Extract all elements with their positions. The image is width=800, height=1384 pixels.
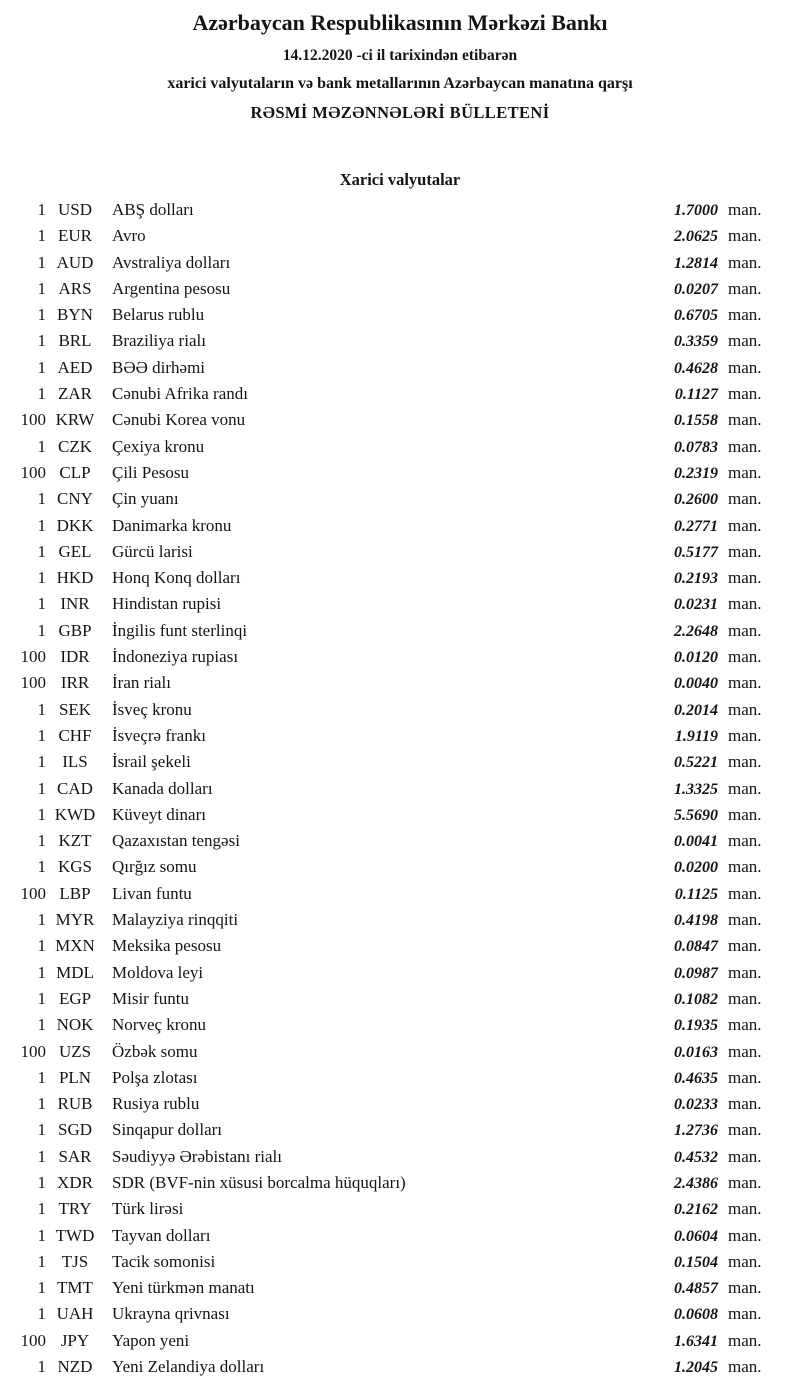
currency-name: Argentina pesosu <box>112 278 231 298</box>
currency-code: ARS <box>58 278 92 298</box>
rate-unit-label: man. <box>728 804 762 824</box>
rate-value: 0.2162 <box>674 1201 718 1219</box>
currency-name: Danimarka kronu <box>112 515 232 535</box>
currency-name: Avstraliya dolları <box>112 252 231 272</box>
table-row <box>0 276 800 302</box>
rate-quantity: 1 <box>37 988 46 1008</box>
rate-quantity: 1 <box>37 936 46 956</box>
table-row <box>0 1275 800 1301</box>
table-row <box>0 513 800 539</box>
table-row <box>0 933 800 959</box>
currency-name: Yeni türkmən manatı <box>112 1278 255 1298</box>
currency-code: MDL <box>56 962 94 982</box>
rate-value: 1.9119 <box>674 727 718 745</box>
rate-quantity: 1 <box>37 226 46 246</box>
rate-value: 0.4628 <box>674 359 718 377</box>
currency-code: CZK <box>58 436 92 456</box>
currency-name: Honq Konq dolları <box>112 568 241 588</box>
currency-code: TRY <box>58 1199 92 1219</box>
currency-name: Ukrayna qrivnası <box>112 1304 230 1324</box>
currency-code: CAD <box>57 778 93 798</box>
rate-unit-label: man. <box>728 647 762 667</box>
effective-date-line: 14.12.2020 -ci il tarixindən etibarən <box>282 47 518 64</box>
rate-value: 1.2814 <box>674 254 718 272</box>
currency-name: BƏƏ dirhəmi <box>112 357 206 377</box>
rate-unit-label: man. <box>728 1278 762 1298</box>
rate-quantity: 1 <box>37 1146 46 1166</box>
rate-quantity: 1 <box>37 778 46 798</box>
rate-unit-label: man. <box>728 752 762 772</box>
rate-unit-label: man. <box>728 857 762 877</box>
rate-value: 0.2771 <box>674 517 718 535</box>
subtitle-line-1: xarici valyutaların və bank metallarının Azərbaycan manatına qarşı <box>167 75 633 92</box>
rate-value: 1.7000 <box>674 202 718 219</box>
subtitle-line-2: RƏSMİ MƏZƏNNƏLƏRİ BÜLLETENİ <box>250 103 550 122</box>
currency-code: AED <box>57 357 93 377</box>
rate-quantity: 1 <box>37 1304 46 1324</box>
currency-code: CLP <box>59 462 91 482</box>
currency-code: INR <box>60 594 90 614</box>
currency-name: Yeni Zelandiya dolları <box>112 1357 265 1377</box>
rate-unit-label: man. <box>728 1357 762 1377</box>
currency-name: İsveç kronu <box>112 699 192 719</box>
table-row <box>0 1117 800 1143</box>
rate-quantity: 1 <box>37 1357 46 1377</box>
rate-value: 0.0847 <box>674 938 718 956</box>
rate-quantity: 1 <box>37 752 46 772</box>
rate-quantity: 1 <box>37 699 46 719</box>
currency-name: Norveç kronu <box>112 1015 206 1035</box>
table-row <box>0 486 800 512</box>
table-row <box>0 197 800 223</box>
currency-name: Çexiya kronu <box>112 436 205 456</box>
rate-value: 0.0163 <box>674 1043 718 1061</box>
table-row <box>0 1091 800 1117</box>
currency-name: Rusiya rublu <box>112 1094 200 1114</box>
currency-code: NZD <box>57 1357 93 1377</box>
currency-code: KWD <box>54 804 96 824</box>
currency-code: KZT <box>58 831 92 851</box>
rate-quantity: 1 <box>37 331 46 351</box>
currency-code: GEL <box>58 541 92 561</box>
table-row <box>0 644 800 670</box>
rate-unit-label: man. <box>728 489 762 509</box>
rate-value: 0.0604 <box>674 1227 718 1245</box>
table-row <box>0 907 800 933</box>
currency-name: Moldova leyi <box>112 962 204 982</box>
rate-unit-label: man. <box>728 673 762 693</box>
rate-unit-label: man. <box>728 226 762 246</box>
table-row <box>0 1196 800 1222</box>
rate-unit-label: man. <box>728 1041 762 1061</box>
currency-code: UZS <box>58 1041 92 1061</box>
currency-name: Cənubi Afrika randı <box>112 384 248 404</box>
currency-name: Qırğız somu <box>112 857 197 877</box>
rate-quantity: 1 <box>37 489 46 509</box>
currency-name: Tacik somonisi <box>112 1251 216 1271</box>
currency-name: Hindistan rupisi <box>112 594 222 614</box>
table-row <box>0 1144 800 1170</box>
rate-quantity: 100 <box>20 647 46 667</box>
table-row <box>0 802 800 828</box>
currency-name: İsveçrə frankı <box>112 725 206 745</box>
rate-unit-label: man. <box>728 1067 762 1087</box>
currency-code: IRR <box>60 673 90 693</box>
currency-code: BRL <box>58 331 92 351</box>
rate-unit-label: man. <box>728 541 762 561</box>
rate-value: 0.2600 <box>674 491 718 509</box>
table-row <box>0 302 800 328</box>
table-row <box>0 407 800 433</box>
rate-value: 0.0207 <box>674 280 718 298</box>
currency-code: TJS <box>61 1251 89 1271</box>
rate-value: 0.2193 <box>674 570 718 588</box>
rate-quantity: 1 <box>37 620 46 640</box>
rate-quantity: 1 <box>37 804 46 824</box>
rate-quantity: 1 <box>37 515 46 535</box>
rate-value: 0.0040 <box>674 675 718 693</box>
table-row <box>0 1301 800 1327</box>
currency-name: Avro <box>112 226 146 246</box>
rate-unit-label: man. <box>728 1330 762 1350</box>
rate-unit-label: man. <box>728 252 762 272</box>
currency-name: Braziliya rialı <box>112 331 206 351</box>
table-row <box>0 381 800 407</box>
rate-value: 0.0041 <box>674 833 718 851</box>
rate-value: 0.1127 <box>674 386 718 404</box>
rate-quantity: 1 <box>37 1199 46 1219</box>
table-row <box>0 591 800 617</box>
currency-code: KRW <box>55 410 95 430</box>
rate-value: 0.1125 <box>674 885 718 903</box>
rate-quantity: 1 <box>37 831 46 851</box>
rate-value: 1.2045 <box>674 1359 718 1377</box>
rate-quantity: 1 <box>37 857 46 877</box>
table-row <box>0 355 800 381</box>
rate-quantity: 1 <box>37 1120 46 1140</box>
currency-name: İngilis funt sterlinqi <box>112 620 248 640</box>
rate-value: 0.5221 <box>674 754 718 772</box>
currency-code: AUD <box>56 252 94 272</box>
currency-name: Tayvan dolları <box>112 1225 211 1245</box>
rate-unit-label: man. <box>728 936 762 956</box>
rate-unit-label: man. <box>728 1251 762 1271</box>
rate-unit-label: man. <box>728 384 762 404</box>
currency-name: Kanada dolları <box>112 778 213 798</box>
table-row <box>0 1065 800 1091</box>
currency-name: İsrail şekeli <box>112 752 191 772</box>
rate-quantity: 1 <box>37 568 46 588</box>
rate-quantity: 100 <box>20 1041 46 1061</box>
rate-unit-label: man. <box>728 568 762 588</box>
rate-value: 0.4635 <box>674 1069 718 1087</box>
table-row <box>0 539 800 565</box>
currency-name: Səudiyyə Ərəbistanı rialı <box>112 1146 282 1166</box>
currency-name: ABŞ dolları <box>112 200 194 219</box>
table-row <box>0 960 800 986</box>
rate-unit-label: man. <box>728 1199 762 1219</box>
currency-code: PLN <box>58 1067 92 1087</box>
rate-quantity: 1 <box>37 384 46 404</box>
table-row <box>0 1012 800 1038</box>
table-row <box>0 986 800 1012</box>
rate-unit-label: man. <box>728 410 762 430</box>
currency-name: İran rialı <box>112 673 171 693</box>
table-row <box>0 776 800 802</box>
currency-code: XDR <box>57 1172 93 1192</box>
rate-unit-label: man. <box>728 988 762 1008</box>
table-row <box>0 1170 800 1196</box>
currency-code: KGS <box>57 857 92 877</box>
currency-code: MXN <box>55 936 95 956</box>
currency-code: SAR <box>58 1146 92 1166</box>
rate-unit-label: man. <box>728 515 762 535</box>
rate-value: 0.5177 <box>674 543 718 561</box>
table-row <box>0 881 800 907</box>
rate-unit-label: man. <box>728 462 762 482</box>
rate-value: 2.0625 <box>674 228 718 246</box>
table-row <box>0 565 800 591</box>
table-row <box>0 618 800 644</box>
rate-quantity: 1 <box>37 1015 46 1035</box>
currency-code: CNY <box>57 489 93 509</box>
rate-unit-label: man. <box>728 1094 762 1114</box>
table-row <box>0 723 800 749</box>
rate-value: 0.4857 <box>674 1280 718 1298</box>
page-title: Azərbaycan Respublikasının Mərkəzi Bankı <box>192 10 608 35</box>
table-row <box>0 1249 800 1275</box>
table-row <box>0 828 800 854</box>
currency-name: Qazaxıstan tengəsi <box>112 831 240 851</box>
rate-value: 0.0120 <box>674 649 718 667</box>
currency-name: Küveyt dinarı <box>112 804 206 824</box>
rate-quantity: 1 <box>37 252 46 272</box>
rate-unit-label: man. <box>728 594 762 614</box>
rate-value: 0.4532 <box>674 1148 718 1166</box>
rate-value: 0.4198 <box>674 912 718 930</box>
rate-quantity: 1 <box>37 1251 46 1271</box>
rate-quantity: 1 <box>37 1278 46 1298</box>
rate-unit-label: man. <box>728 620 762 640</box>
rate-unit-label: man. <box>728 910 762 930</box>
rate-quantity: 1 <box>37 200 46 219</box>
rate-value: 0.6705 <box>674 307 718 325</box>
rate-unit-label: man. <box>728 778 762 798</box>
rate-unit-label: man. <box>728 436 762 456</box>
rate-value: 0.2319 <box>674 464 718 482</box>
rate-quantity: 1 <box>37 1225 46 1245</box>
rate-unit-label: man. <box>728 883 762 903</box>
currency-code: NOK <box>56 1015 94 1035</box>
rate-unit-label: man. <box>728 962 762 982</box>
rate-quantity: 1 <box>37 436 46 456</box>
currency-name: Meksika pesosu <box>112 936 222 956</box>
rate-value: 1.6341 <box>674 1332 718 1350</box>
rate-unit-label: man. <box>728 1304 762 1324</box>
currency-name: Belarus rublu <box>112 305 205 325</box>
currency-code: SGD <box>57 1120 92 1140</box>
rate-value: 0.1082 <box>674 990 718 1008</box>
currency-name: Cənubi Korea vonu <box>112 410 246 430</box>
currency-name: Livan funtu <box>112 883 192 903</box>
rate-value: 0.0233 <box>674 1096 718 1114</box>
rate-unit-label: man. <box>728 331 762 351</box>
rate-quantity: 1 <box>37 357 46 377</box>
rate-unit-label: man. <box>728 699 762 719</box>
rate-quantity: 100 <box>20 883 46 903</box>
rate-quantity: 1 <box>37 1094 46 1114</box>
currency-code: HKD <box>56 568 94 588</box>
currency-code: EUR <box>58 226 92 246</box>
currency-name: Sinqapur dolları <box>112 1120 223 1140</box>
currency-code: JPY <box>60 1330 90 1350</box>
currency-code: MYR <box>55 910 95 930</box>
currency-code: BYN <box>57 305 93 325</box>
currency-code: TWD <box>55 1225 95 1245</box>
table-row <box>0 1223 800 1249</box>
rate-unit-label: man. <box>728 278 762 298</box>
rate-quantity: 1 <box>37 1172 46 1192</box>
rate-value: 0.1935 <box>674 1017 718 1035</box>
currency-code: RUB <box>57 1094 93 1114</box>
rate-quantity: 100 <box>20 1330 46 1350</box>
rate-unit-label: man. <box>728 200 762 219</box>
currency-code: EGP <box>58 988 92 1008</box>
table-row <box>0 854 800 880</box>
currency-name: Yapon yeni <box>112 1330 190 1350</box>
rate-quantity: 1 <box>37 1067 46 1087</box>
currency-name: Türk lirəsi <box>112 1199 184 1219</box>
rate-value: 0.0608 <box>674 1306 718 1324</box>
rate-unit-label: man. <box>728 1120 762 1140</box>
rate-quantity: 1 <box>37 305 46 325</box>
rate-value: 2.2648 <box>674 622 718 640</box>
currency-name: Çili Pesosu <box>112 462 189 482</box>
rate-quantity: 100 <box>20 462 46 482</box>
rate-quantity: 1 <box>37 962 46 982</box>
table-row <box>0 697 800 723</box>
rate-unit-label: man. <box>728 1172 762 1192</box>
currency-code: ILS <box>62 752 88 772</box>
rate-quantity: 1 <box>37 594 46 614</box>
currency-code: IDR <box>60 647 90 667</box>
rate-quantity: 1 <box>37 541 46 561</box>
rate-quantity: 100 <box>20 673 46 693</box>
rate-value: 0.0200 <box>674 859 718 877</box>
table-row <box>0 1039 800 1065</box>
currency-name: SDR (BVF-nin xüsusi borcalma hüquqları) <box>112 1172 406 1192</box>
currency-name: Misir funtu <box>112 988 189 1008</box>
currency-code: ZAR <box>58 384 92 404</box>
currency-name: İndoneziya rupiası <box>112 647 239 667</box>
rate-quantity: 1 <box>37 725 46 745</box>
rate-value: 0.1504 <box>674 1253 718 1271</box>
currency-code: GBP <box>58 620 92 640</box>
currency-code: SEK <box>58 699 92 719</box>
rate-unit-label: man. <box>728 357 762 377</box>
currency-name: Polşa zlotası <box>112 1067 198 1087</box>
currency-name: Gürcü larisi <box>112 541 193 561</box>
currency-name: Özbək somu <box>112 1041 198 1061</box>
rate-value: 0.1558 <box>674 412 718 430</box>
currency-name: Çin yuanı <box>112 489 179 509</box>
currency-code: CHF <box>58 725 92 745</box>
rate-unit-label: man. <box>728 831 762 851</box>
currency-name: Malayziya rinqqiti <box>112 910 239 930</box>
section-title-foreign-currencies: Xarici valyutalar <box>339 170 461 189</box>
rate-value: 0.3359 <box>674 333 718 351</box>
table-row <box>0 250 800 276</box>
rate-value: 0.0987 <box>674 964 718 982</box>
table-row <box>0 328 800 354</box>
table-row <box>0 223 800 249</box>
table-row <box>0 1328 800 1354</box>
rate-quantity: 1 <box>37 910 46 930</box>
rate-unit-label: man. <box>728 725 762 745</box>
rate-value: 0.2014 <box>674 701 718 719</box>
table-row <box>0 670 800 696</box>
currency-code: TMT <box>57 1278 93 1298</box>
currency-code: UAH <box>56 1304 94 1324</box>
table-row <box>0 1354 800 1380</box>
rates-table <box>0 197 800 1380</box>
rate-value: 1.3325 <box>674 780 718 798</box>
rate-value: 5.5690 <box>674 806 718 824</box>
rate-quantity: 100 <box>20 410 46 430</box>
rate-unit-label: man. <box>728 1146 762 1166</box>
table-row <box>0 460 800 486</box>
currency-code: USD <box>57 200 92 219</box>
rate-unit-label: man. <box>728 305 762 325</box>
rate-value: 1.2736 <box>674 1122 718 1140</box>
rate-unit-label: man. <box>728 1225 762 1245</box>
table-row <box>0 434 800 460</box>
currency-code: DKK <box>56 515 94 535</box>
rate-value: 0.0231 <box>674 596 718 614</box>
rate-quantity: 1 <box>37 278 46 298</box>
rate-value: 0.0783 <box>674 438 718 456</box>
table-row <box>0 749 800 775</box>
rate-unit-label: man. <box>728 1015 762 1035</box>
currency-code: LBP <box>59 883 91 903</box>
rate-value: 2.4386 <box>674 1174 718 1192</box>
